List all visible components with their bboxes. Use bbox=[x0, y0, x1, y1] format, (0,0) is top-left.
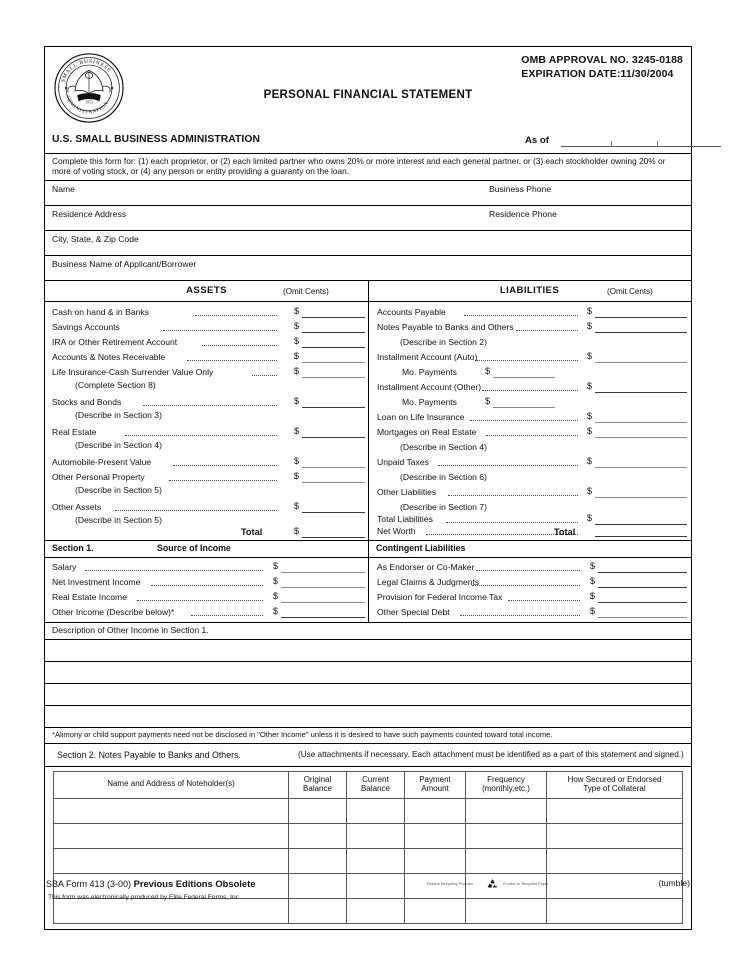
leader-dots bbox=[163, 329, 277, 331]
liability-label-installment-auto: Installment Account (Auto) bbox=[377, 351, 478, 362]
asset-amount-real-estate[interactable] bbox=[302, 436, 365, 438]
liability-amount-notes-payable[interactable] bbox=[595, 331, 687, 333]
contingent-liabilities-title: Contingent Liabilities bbox=[376, 542, 466, 553]
cell-payment-amount[interactable] bbox=[405, 823, 466, 848]
liability-mo-payments-auto[interactable] bbox=[493, 376, 555, 378]
asset-amount-personal-property[interactable] bbox=[302, 481, 365, 483]
liability-amount-other-liabilities[interactable] bbox=[595, 496, 687, 498]
cell-original-balance[interactable] bbox=[289, 848, 347, 873]
income-amount-salary[interactable] bbox=[281, 571, 365, 573]
assets-liabilities-header bbox=[45, 281, 691, 302]
as-of-label: As of bbox=[525, 135, 549, 146]
leader-dots bbox=[151, 584, 263, 586]
contingent-amount-endorser[interactable] bbox=[598, 571, 687, 573]
dollar-sign: $ bbox=[587, 320, 593, 331]
income-column bbox=[45, 558, 368, 622]
leader-dots bbox=[464, 314, 578, 316]
table-row[interactable] bbox=[54, 823, 683, 848]
city-state-zip-label: City, State, & Zip Code bbox=[52, 233, 139, 244]
dollar-sign: $ bbox=[294, 470, 300, 481]
leader-dots bbox=[195, 314, 277, 316]
leader-dots bbox=[137, 599, 263, 601]
omit-cents-assets: (Omit Cents) bbox=[283, 286, 329, 296]
cell-current-balance[interactable] bbox=[347, 848, 405, 873]
asset-amount-other-assets[interactable] bbox=[302, 511, 365, 513]
cell-payment-amount[interactable] bbox=[405, 848, 466, 873]
leader-dots bbox=[516, 329, 578, 331]
leader-dots bbox=[482, 389, 578, 391]
liability-label-net-worth: Net Worth bbox=[377, 525, 416, 536]
footer-line-1 bbox=[44, 878, 692, 892]
cell-current-balance[interactable] bbox=[347, 898, 405, 923]
liability-sub-installment-auto: Mo. Payments bbox=[402, 366, 457, 377]
dollar-sign: $ bbox=[587, 305, 593, 316]
recycle-icon bbox=[486, 878, 499, 891]
section1-title: Source of Income bbox=[157, 542, 231, 553]
dollar-sign: $ bbox=[485, 395, 491, 406]
col-noteholder-name-line1: Name and Address of Noteholder(s) bbox=[107, 779, 235, 789]
leader-dots bbox=[460, 614, 580, 616]
dollar-sign: $ bbox=[294, 395, 300, 406]
income-label-salary: Salary bbox=[52, 561, 77, 572]
col-collateral-line2: Type of Collateral bbox=[583, 783, 646, 793]
leader-dots bbox=[476, 569, 580, 571]
leader-dots bbox=[470, 419, 578, 421]
table-header-row bbox=[54, 771, 683, 798]
contingent-amount-federal-tax[interactable] bbox=[598, 601, 687, 603]
cell-frequency[interactable] bbox=[466, 848, 547, 873]
leader-dots bbox=[202, 344, 277, 346]
col-frequency-line1: Frequency bbox=[487, 774, 525, 784]
table-row[interactable] bbox=[54, 798, 683, 823]
row-name[interactable] bbox=[45, 181, 691, 206]
alimony-footnote: *Alimony or child support payments need not be disclosed in "Other Income" unless it is desired to have such payments counted toward total income. bbox=[52, 729, 553, 739]
dollar-sign: $ bbox=[587, 410, 593, 421]
residence-phone-label: Residence Phone bbox=[489, 208, 557, 219]
dollar-sign: $ bbox=[587, 380, 593, 391]
asset-sub-personal-property: (Describe in Section 5) bbox=[75, 484, 162, 495]
dollar-sign: $ bbox=[294, 525, 300, 536]
liability-amount-accounts-payable[interactable] bbox=[595, 316, 687, 318]
liability-label-other-liabilities: Other Liabilities bbox=[377, 486, 437, 497]
contingent-label-endorser: As Endorser or Co-Maker bbox=[377, 561, 475, 572]
assets-total-amount[interactable] bbox=[302, 536, 365, 538]
leader-dots bbox=[448, 494, 578, 496]
column-divider bbox=[368, 541, 369, 557]
liability-amount-installment-other[interactable] bbox=[595, 391, 687, 393]
col-current-balance-line1: Current bbox=[362, 774, 389, 784]
cell-payment-amount[interactable] bbox=[405, 798, 466, 823]
cell-original-balance[interactable] bbox=[289, 898, 347, 923]
sba-seal-icon bbox=[51, 51, 127, 125]
residence-address-label: Residence Address bbox=[52, 208, 127, 219]
form-footer bbox=[44, 878, 692, 901]
liability-amount-unpaid-taxes[interactable] bbox=[595, 466, 687, 468]
income-label-net-investment: Net Investment Income bbox=[52, 576, 141, 587]
contingent-label-legal-claims: Legal Claims & Judgments bbox=[377, 576, 480, 587]
col-frequency-line2: (monthly,etc.) bbox=[482, 783, 530, 793]
dollar-sign: $ bbox=[294, 305, 300, 316]
cell-current-balance[interactable] bbox=[347, 798, 405, 823]
contingent-label-federal-tax: Provision for Federal Income Tax bbox=[377, 591, 503, 602]
asset-sub-stocks: (Describe in Section 3) bbox=[75, 409, 162, 420]
assets-header: ASSETS bbox=[186, 284, 227, 296]
col-payment-amount-line2: Amount bbox=[421, 783, 449, 793]
contingent-amount-legal-claims[interactable] bbox=[598, 586, 687, 588]
col-original-balance bbox=[289, 771, 347, 798]
asset-label-stocks: Stocks and Bonds bbox=[52, 396, 122, 407]
omb-expiration-date: EXPIRATION DATE:11/30/2004 bbox=[521, 68, 674, 81]
liability-sub-mortgages: (Describe in Section 4) bbox=[400, 441, 487, 452]
dollar-sign: $ bbox=[294, 500, 300, 511]
income-amount-real-estate[interactable] bbox=[281, 601, 365, 603]
agency-line bbox=[45, 133, 691, 154]
description-line-1[interactable] bbox=[45, 640, 691, 662]
dollar-sign: $ bbox=[587, 455, 593, 466]
asset-label-receivable: Accounts & Notes Receivable bbox=[52, 351, 166, 362]
alimony-footnote-row bbox=[45, 728, 691, 744]
cell-original-balance[interactable] bbox=[289, 823, 347, 848]
other-income-description-label: Description of Other Income in Section 1. bbox=[52, 624, 209, 635]
cell-noteholder-name[interactable] bbox=[54, 848, 289, 873]
liability-sub-unpaid-taxes: (Describe in Section 6) bbox=[400, 471, 487, 482]
dollar-sign: $ bbox=[587, 350, 593, 361]
asset-amount-ira[interactable] bbox=[302, 346, 365, 348]
section1-number: Section 1. bbox=[52, 542, 94, 553]
section2-heading-note: (Use attachments if necessary. Each attachment must be identified as a part of this statement and signed.) bbox=[298, 749, 684, 759]
cell-noteholder-name[interactable] bbox=[54, 823, 289, 848]
liabilities-column bbox=[368, 302, 691, 540]
svg-text:ADMINISTRATION: ADMINISTRATION bbox=[64, 94, 111, 116]
dollar-sign: $ bbox=[273, 575, 279, 586]
liability-sub-other-liabilities: (Describe in Section 7) bbox=[400, 501, 487, 512]
leader-dots bbox=[252, 374, 277, 376]
cell-frequency[interactable] bbox=[466, 823, 547, 848]
col-current-balance bbox=[347, 771, 405, 798]
leader-dots bbox=[187, 359, 277, 361]
dollar-sign: $ bbox=[590, 560, 596, 571]
leader-dots bbox=[486, 434, 578, 436]
liability-label-unpaid-taxes: Unpaid Taxes bbox=[377, 456, 429, 467]
liability-label-accounts-payable: Accounts Payable bbox=[377, 306, 446, 317]
dollar-sign: $ bbox=[590, 605, 596, 616]
asset-sub-other-assets: (Describe in Section 5) bbox=[75, 514, 162, 525]
assets-liabilities-body bbox=[45, 302, 691, 541]
assets-column bbox=[45, 302, 368, 540]
cell-frequency[interactable] bbox=[466, 798, 547, 823]
contingent-label-other-special-debt: Other Special Debt bbox=[377, 606, 450, 617]
leader-dots bbox=[191, 614, 263, 616]
asset-amount-automobile[interactable] bbox=[302, 466, 365, 468]
asset-label-cash: Cash on hand & in Banks bbox=[52, 306, 149, 317]
business-name-label: Business Name of Applicant/Borrower bbox=[52, 258, 197, 269]
leader-dots bbox=[508, 599, 580, 601]
form-edition-note: Previous Editions Obsolete bbox=[133, 878, 256, 889]
asset-label-personal-property: Other Personal Property bbox=[52, 471, 145, 482]
cell-current-balance[interactable] bbox=[347, 823, 405, 848]
asset-amount-life-insurance[interactable] bbox=[302, 376, 365, 378]
as-of-input[interactable] bbox=[561, 146, 721, 147]
asset-amount-cash[interactable] bbox=[302, 316, 365, 318]
leader-dots bbox=[472, 584, 580, 586]
leader-dots bbox=[173, 464, 277, 466]
leader-dots bbox=[85, 569, 263, 571]
leader-dots bbox=[143, 404, 277, 406]
col-original-balance-line2: Balance bbox=[303, 783, 332, 793]
leader-dots bbox=[438, 464, 578, 466]
leader-dots bbox=[446, 521, 578, 523]
section1-body bbox=[45, 558, 691, 623]
dollar-sign: $ bbox=[294, 365, 300, 376]
income-label-real-estate: Real Estate Income bbox=[52, 591, 127, 602]
col-noteholder-name bbox=[54, 771, 289, 798]
liability-amount-loan-life-insurance[interactable] bbox=[595, 421, 687, 423]
producer-credit: This form was electronically produced by Elite Federal Forms, Inc bbox=[48, 894, 239, 901]
dollar-sign: $ bbox=[590, 590, 596, 601]
omb-approval-number: OMB APPROVAL NO. 3245-0188 bbox=[521, 54, 683, 66]
cell-collateral[interactable] bbox=[547, 823, 683, 848]
omb-approval-block bbox=[521, 53, 683, 81]
dollar-sign: $ bbox=[294, 455, 300, 466]
dollar-sign: $ bbox=[294, 320, 300, 331]
section1-header bbox=[45, 541, 691, 558]
liabilities-header: LIABILITIES bbox=[499, 284, 560, 296]
liability-amount-mortgages[interactable] bbox=[595, 436, 687, 438]
agency-name: U.S. SMALL BUSINESS ADMINISTRATION bbox=[52, 134, 261, 145]
asset-label-life-insurance: Life Insurance-Cash Surrender Value Only bbox=[52, 366, 214, 377]
leader-dots bbox=[169, 479, 277, 481]
cell-original-balance[interactable] bbox=[289, 798, 347, 823]
section2-header bbox=[45, 744, 691, 767]
income-amount-net-investment[interactable] bbox=[281, 586, 365, 588]
liabilities-total-label: Total bbox=[554, 526, 576, 537]
table-row[interactable] bbox=[54, 898, 683, 923]
cell-payment-amount[interactable] bbox=[405, 898, 466, 923]
asset-amount-savings[interactable] bbox=[302, 331, 365, 333]
description-line-2[interactable] bbox=[45, 662, 691, 684]
liability-amount-installment-auto[interactable] bbox=[595, 361, 687, 363]
form-header bbox=[45, 47, 691, 133]
recycle-logo-group bbox=[427, 878, 557, 892]
asset-sub-real-estate: (Describe in Section 4) bbox=[75, 439, 162, 450]
asset-label-automobile: Automobile-Present Value bbox=[52, 456, 152, 467]
recycle-left-text: Federal Recycling Program bbox=[427, 882, 474, 886]
asset-label-real-estate: Real Estate bbox=[52, 426, 97, 437]
leader-dots bbox=[476, 359, 578, 361]
omit-cents-liabilities: (Omit Cents) bbox=[607, 286, 653, 296]
business-phone-label: Business Phone bbox=[489, 183, 552, 194]
as-of-tick-2 bbox=[657, 141, 658, 147]
col-current-balance-line2: Balance bbox=[361, 783, 390, 793]
cell-collateral[interactable] bbox=[547, 848, 683, 873]
asset-amount-stocks[interactable] bbox=[302, 406, 365, 408]
asset-label-ira: IRA or Other Retirement Account bbox=[52, 336, 178, 347]
svg-text:1953: 1953 bbox=[85, 100, 93, 105]
personal-financial-statement-form bbox=[44, 46, 692, 930]
leader-dots bbox=[125, 434, 277, 436]
leader-dots bbox=[115, 509, 277, 511]
as-of-tick-1 bbox=[611, 141, 612, 147]
col-original-balance-line1: Original bbox=[303, 774, 332, 784]
cell-noteholder-name[interactable] bbox=[54, 898, 289, 923]
income-amount-other[interactable] bbox=[281, 616, 365, 618]
cell-noteholder-name[interactable] bbox=[54, 798, 289, 823]
cell-frequency[interactable] bbox=[466, 898, 547, 923]
name-label: Name bbox=[52, 183, 75, 194]
cell-collateral[interactable] bbox=[547, 898, 683, 923]
tumble-marker: (tumble) bbox=[658, 878, 690, 888]
dollar-sign: $ bbox=[273, 590, 279, 601]
contingent-liabilities-column bbox=[368, 558, 691, 622]
dollar-sign: $ bbox=[590, 575, 596, 586]
form-number: SBA Form 413 (3-00) bbox=[46, 879, 132, 889]
liability-amount-total-liabilities[interactable] bbox=[595, 523, 687, 525]
dollar-sign: $ bbox=[485, 365, 491, 376]
row-city-state-zip[interactable] bbox=[45, 231, 691, 256]
liability-amount-net-worth[interactable] bbox=[595, 535, 687, 537]
description-line-3[interactable] bbox=[45, 684, 691, 706]
liability-label-notes-payable: Notes Payable to Banks and Others bbox=[377, 321, 514, 332]
asset-label-savings: Savings Accounts bbox=[52, 321, 120, 332]
dollar-sign: $ bbox=[273, 560, 279, 571]
table-row[interactable] bbox=[54, 848, 683, 873]
col-payment-amount bbox=[405, 771, 466, 798]
dollar-sign: $ bbox=[587, 425, 593, 436]
asset-amount-receivable[interactable] bbox=[302, 361, 365, 363]
liability-mo-payments-other[interactable] bbox=[493, 406, 555, 408]
col-collateral bbox=[547, 771, 683, 798]
dollar-sign: $ bbox=[587, 485, 593, 496]
page-title: PERSONAL FINANCIAL STATEMENT bbox=[263, 89, 473, 101]
col-collateral-line1: How Secured or Endorsed bbox=[567, 774, 662, 784]
dollar-sign: $ bbox=[294, 335, 300, 346]
description-line-4[interactable] bbox=[45, 706, 691, 728]
liability-sub-installment-other: Mo. Payments bbox=[402, 396, 457, 407]
col-payment-amount-line1: Payment bbox=[419, 774, 451, 784]
other-income-description-label-row bbox=[45, 623, 691, 640]
liability-label-loan-life-insurance: Loan on Life Insurance bbox=[377, 411, 465, 422]
cell-collateral[interactable] bbox=[547, 798, 683, 823]
liability-label-total: Total Liabilities bbox=[377, 513, 433, 524]
dollar-sign: $ bbox=[587, 512, 593, 523]
row-business-name[interactable] bbox=[45, 256, 691, 281]
dollar-sign: $ bbox=[294, 350, 300, 361]
liability-label-mortgages: Mortgages on Real Estate bbox=[377, 426, 477, 437]
dollar-sign: $ bbox=[273, 605, 279, 616]
instructions-text: Complete this form for: (1) each proprietor, or (2) each limited partner who owns 20% or more interest and each general partner, or (3) each stockholder owning 20% or more of voting stock, or (4) any person or entity providing a guaranty on the loan. bbox=[45, 154, 691, 181]
income-label-other: Other Income (Describe below)* bbox=[52, 606, 175, 617]
noteholders-table-wrapper bbox=[45, 767, 691, 929]
liability-label-installment-other: Installment Account (Other) bbox=[377, 381, 482, 392]
asset-label-other-assets: Other Assets bbox=[52, 501, 102, 512]
asset-sub-life-insurance: (Complete Section 8) bbox=[75, 379, 156, 390]
noteholders-table-body bbox=[54, 798, 683, 923]
recycle-right-text: Printed on Recycled Paper bbox=[503, 882, 549, 886]
col-frequency bbox=[466, 771, 547, 798]
svg-text:SMALL BUSINESS: SMALL BUSINESS bbox=[60, 58, 113, 84]
form-identifier bbox=[46, 878, 255, 889]
row-residence-address[interactable] bbox=[45, 206, 691, 231]
dollar-sign: $ bbox=[294, 425, 300, 436]
liability-sub-notes-payable: (Describe in Section 2) bbox=[400, 336, 487, 347]
assets-total-label: Total bbox=[241, 526, 263, 537]
contingent-amount-other-special-debt[interactable] bbox=[598, 616, 687, 618]
section2-heading: Section 2. Notes Payable to Banks and Others. bbox=[57, 749, 241, 760]
